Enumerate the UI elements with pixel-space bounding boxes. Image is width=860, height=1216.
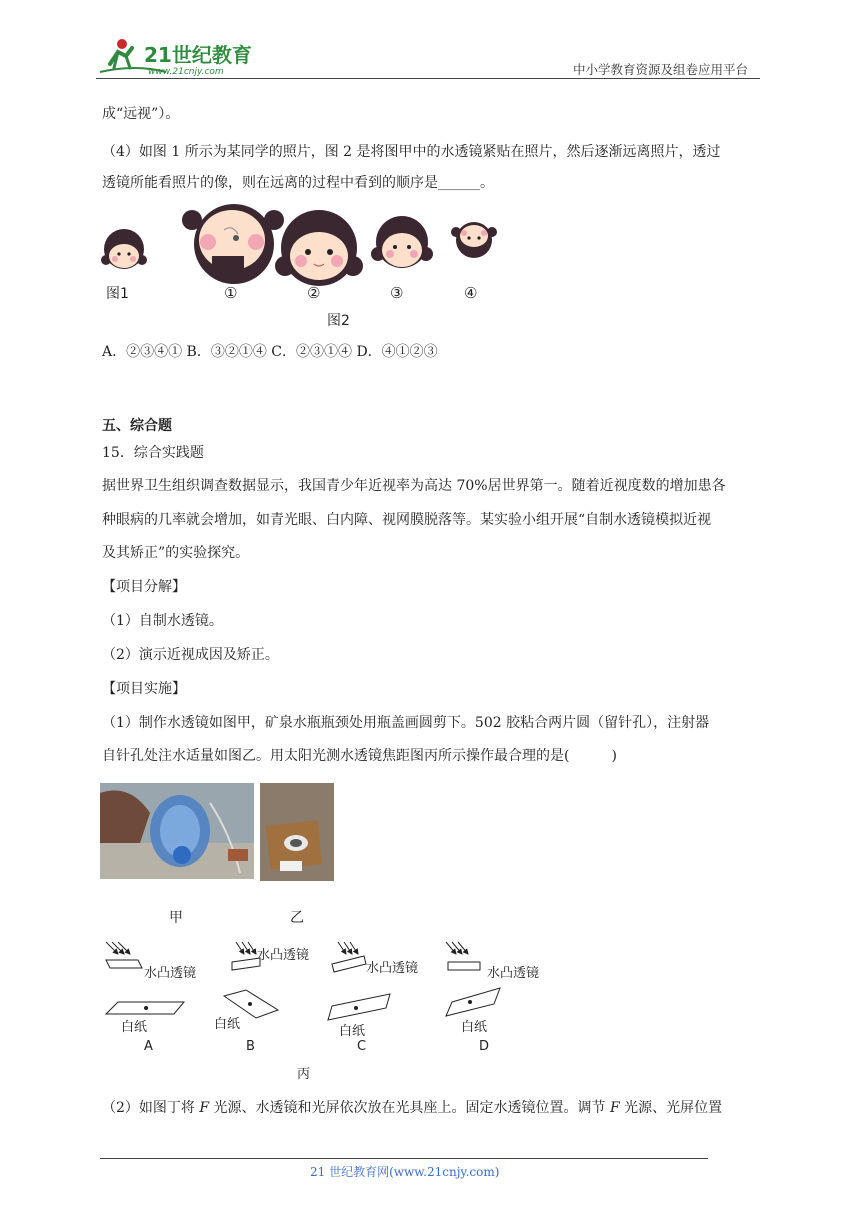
question-15-title: 15．综合实践题: [102, 445, 204, 461]
question-4-line2: 透镜所能看照片的像，则在远离的过程中看到的顺序是______。: [102, 175, 494, 191]
lens-label-a: 水凸透镜: [144, 966, 197, 981]
diagram-c: [328, 942, 390, 1020]
face-4: [451, 222, 497, 258]
q2-text-part1: （2）如图丁将: [102, 1100, 200, 1116]
face-number-1: ①: [224, 284, 238, 302]
option-letter-b: B: [246, 1039, 255, 1054]
photo-yi: [260, 783, 334, 881]
face-figure: [96, 200, 516, 330]
f-symbol: F: [199, 1100, 210, 1116]
runner-logo-icon: [96, 34, 276, 78]
figure-1-label: 图1: [106, 286, 129, 302]
face-2: [275, 210, 363, 286]
face-3: [371, 216, 433, 268]
subtask-1: （1）自制水透镜。: [102, 613, 223, 629]
lens-label-b: 水凸透镜: [257, 948, 310, 963]
paragraph-line2: 种眼病的几率就会增加，如青光眼、白内障、视网膜脱落等。某实验小组开展“自制水透镜模拟近视: [102, 512, 712, 528]
paper-label-d: 白纸: [461, 1020, 488, 1035]
paragraph-line3: 及其矫正”的实验探究。: [102, 545, 250, 561]
option-letter-d: D: [479, 1039, 490, 1054]
photo-jia: [100, 783, 254, 879]
face-number-3: ③: [390, 284, 404, 302]
paper-label-a: 白纸: [121, 1020, 148, 1035]
option-letter-c: C: [357, 1039, 367, 1054]
text-line: 成“远视”）。: [102, 106, 180, 122]
q2-text-part2: 光源、水透镜和光屏依次放在光具座上。固定水透镜位置。调节: [209, 1100, 610, 1116]
site-logo: [96, 34, 276, 78]
section-heading: 五、综合题: [102, 418, 172, 434]
paper-label-b: 白纸: [214, 1017, 241, 1032]
header-divider: [96, 78, 760, 79]
f-symbol: F: [609, 1100, 620, 1116]
figure-2-label: 图2: [327, 313, 350, 329]
footer-text[interactable]: 21 世纪教育网(www.21cnjy.com): [310, 1165, 500, 1179]
photo-yi-label: 乙: [290, 910, 304, 926]
paper-label-c: 白纸: [339, 1024, 366, 1039]
project-decomposition-heading: 【项目分解】: [102, 579, 186, 595]
question-2-line: [102, 1098, 722, 1118]
footer-divider: [100, 1158, 708, 1159]
header-platform-name: 中小学教育资源及组卷应用平台: [573, 62, 749, 77]
face-fig1: [101, 229, 147, 269]
logo-url: www.21cnjy.com: [148, 67, 224, 77]
face-1: [182, 204, 284, 284]
question-4-line1: （4）如图 1 所示为某同学的照片，图 2 是将图甲中的水透镜紧贴在照片，然后逐渐远离照片，透过: [102, 144, 721, 160]
lens-label-c: 水凸透镜: [366, 961, 419, 976]
option-letter-a: A: [144, 1039, 153, 1054]
subtask-2: （2）演示近视成因及矫正。: [102, 647, 279, 663]
photo-jia-label: 甲: [169, 910, 183, 926]
answer-options: A．②③④① B．③②①④ C．②③①④ D．④①②③: [102, 344, 438, 360]
paragraph-line1: 据世界卫生组织调查数据显示，我国青少年近视率为高达 70%居世界第一。随着近视度数的增加患各: [102, 478, 726, 494]
lens-label-d: 水凸透镜: [487, 966, 540, 981]
figure-bing-label: 丙: [297, 1067, 311, 1082]
implementation-line2: 自针孔处注水适量如图乙。用太阳光测水透镜焦距图丙所示操作最合理的是( ): [102, 748, 617, 764]
face-number-4: ④: [464, 284, 478, 302]
lens-diagrams: [98, 938, 558, 1038]
implementation-line1: （1）制作水透镜如图甲，矿泉水瓶瓶颈处用瓶盖画圆剪下。502 胶粘合两片圆（留针孔），注射器: [102, 715, 710, 731]
face-number-2: ②: [307, 284, 321, 302]
faces-illustration: [96, 200, 516, 330]
logo-text: 21世纪教育: [144, 43, 252, 67]
project-implementation-heading: 【项目实施】: [102, 681, 186, 697]
q2-text-part3: 光源、光屏位置: [619, 1100, 723, 1116]
